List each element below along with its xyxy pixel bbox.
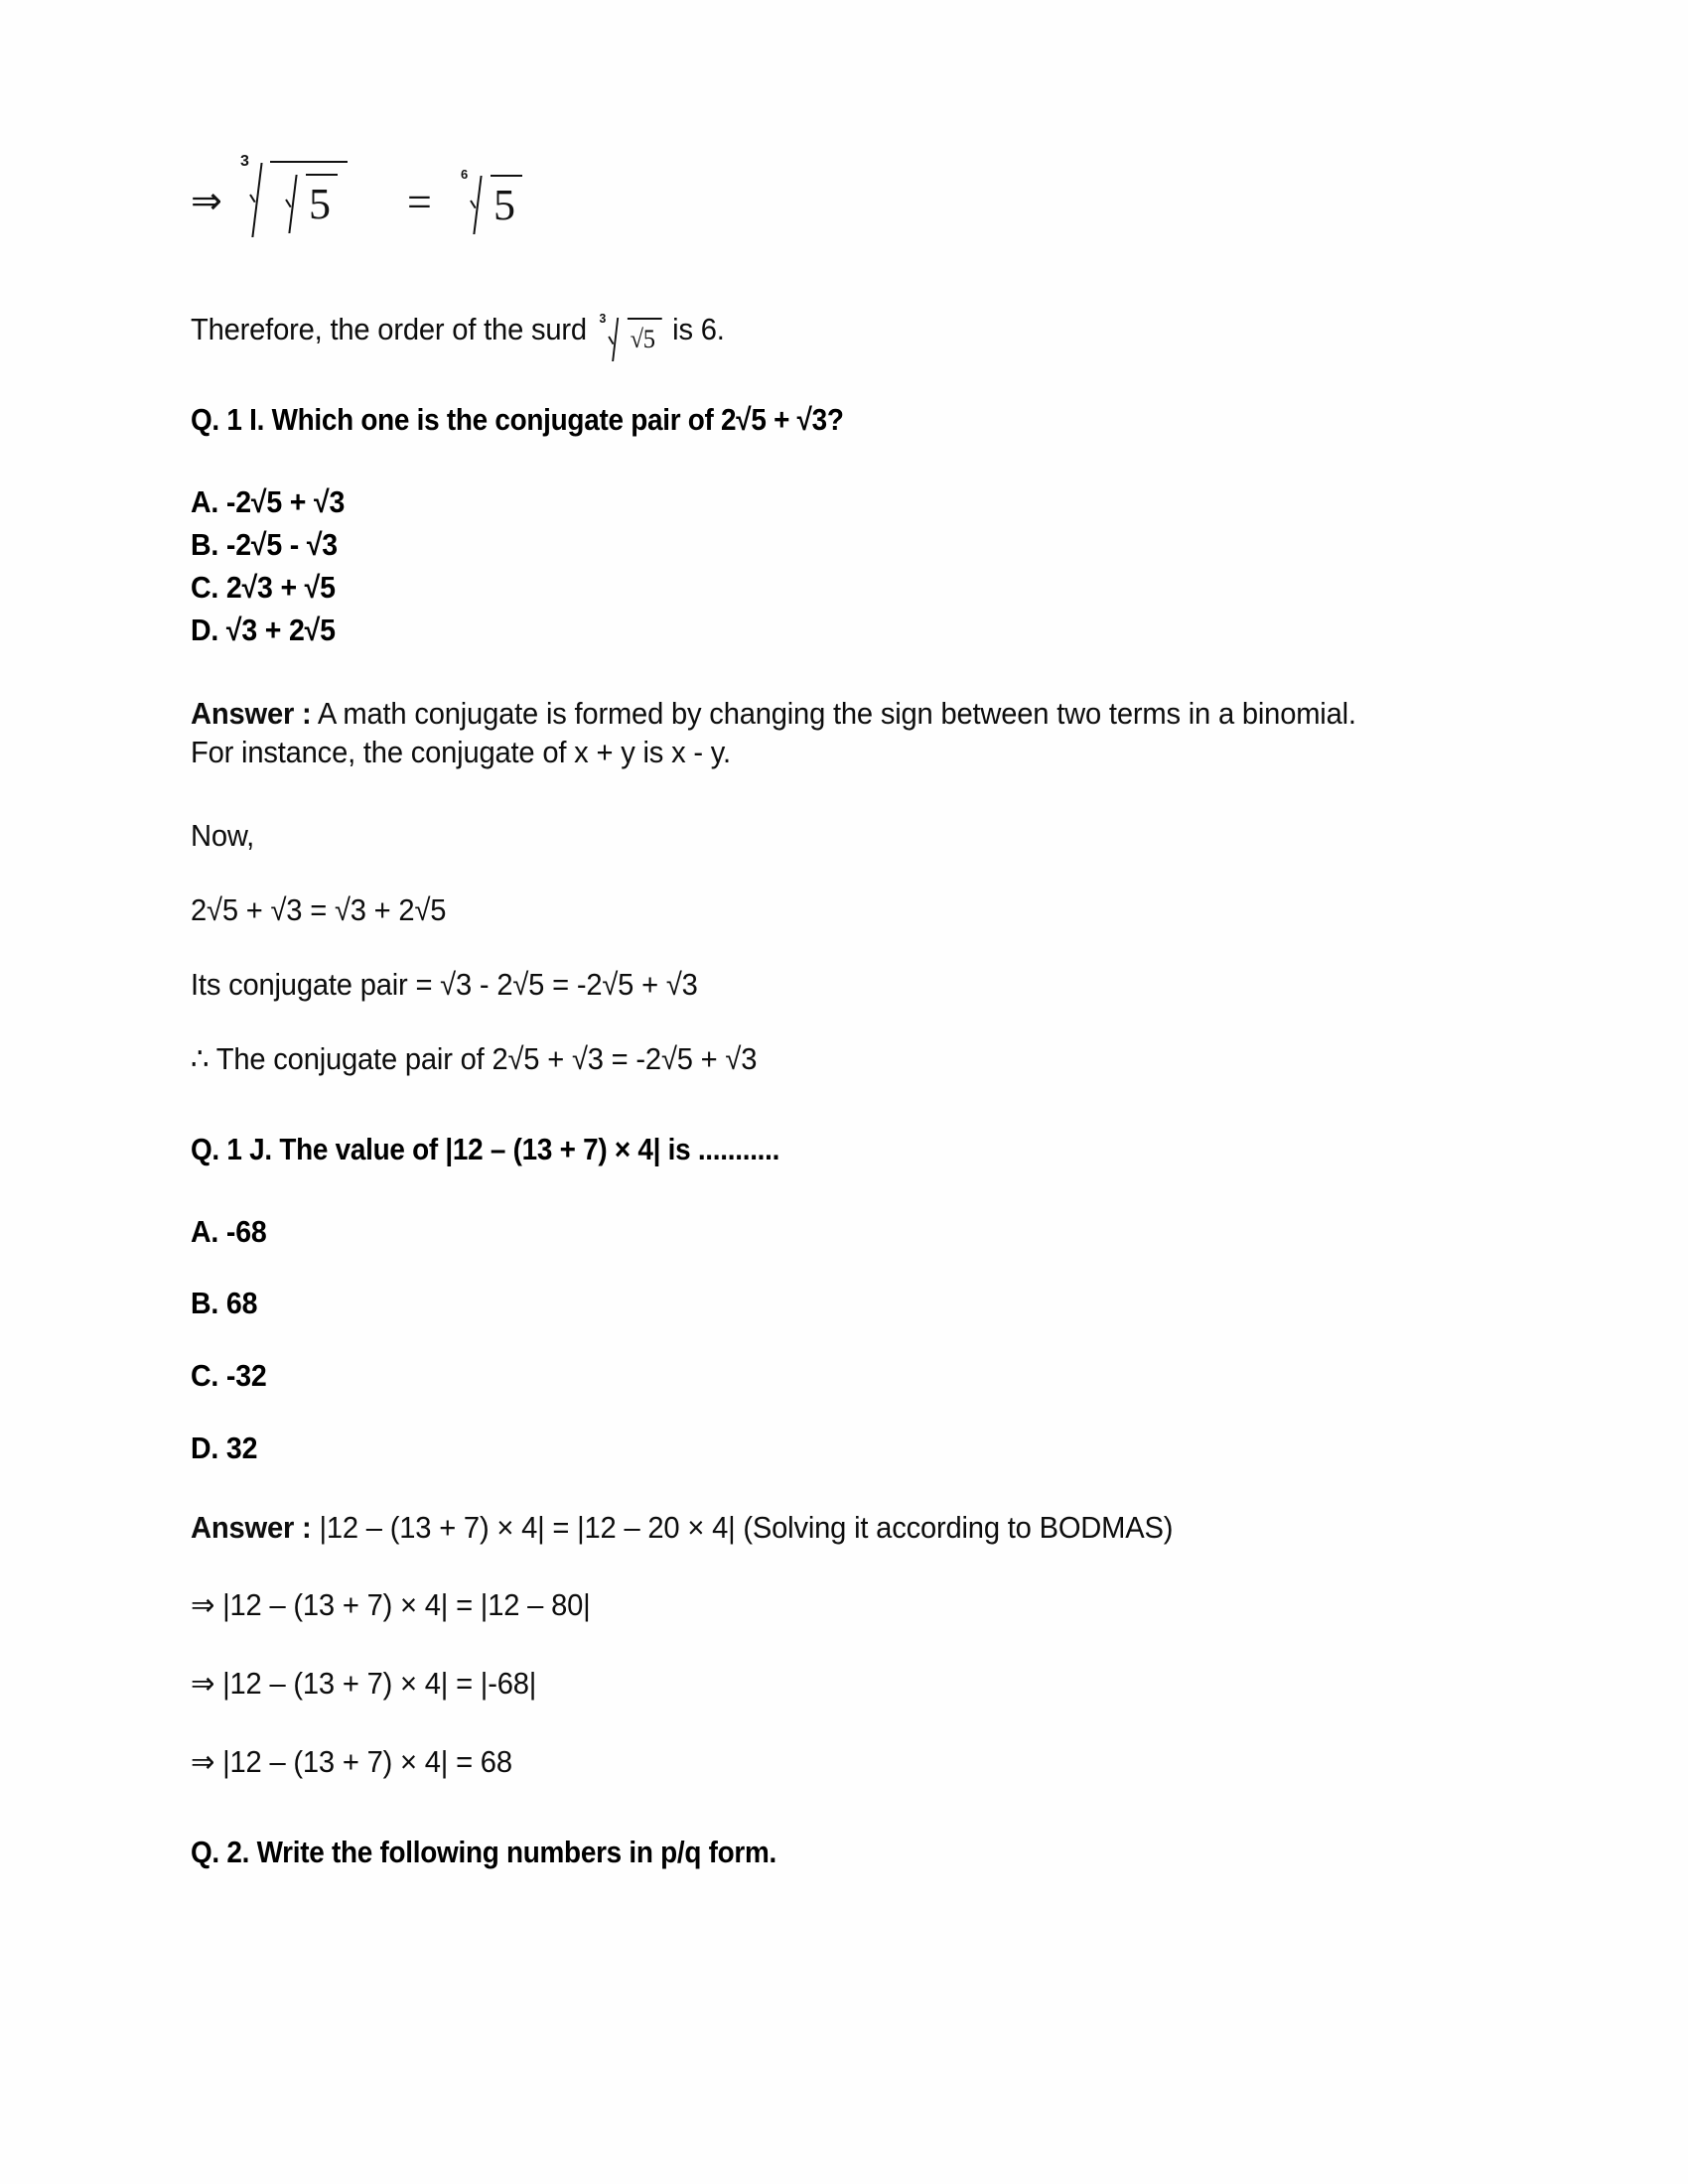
question-1i-option-a[interactable] (191, 481, 1369, 524)
option-d-value: √3 + 2√5 (225, 612, 336, 647)
question-1j-step-2: ⇒ |12 – (13 + 7) × 4| = |-68| (191, 1666, 537, 1702)
question-1i-option-d[interactable] (191, 610, 1369, 652)
question-2-heading: Q. 2. Write the following numbers in p/q form. (191, 1835, 777, 1870)
option-d-value: 32 (225, 1430, 258, 1465)
inner-radical-hook-icon (284, 170, 300, 233)
outer-radical-index: 3 (240, 153, 249, 170)
option-c-key: C. (191, 1358, 219, 1394)
outer-radical (238, 155, 348, 235)
option-b-value: -2√5 - √3 (225, 527, 338, 563)
option-c-key: C. (191, 569, 219, 605)
option-d-key: D. (191, 1430, 219, 1465)
answer-body-text: A math conjugate is formed by changing the sign between two terms in a binomial. For instance, the conjugate of x + y is x - y. (191, 696, 1356, 770)
option-a-value: -2√5 + √3 (225, 484, 346, 520)
inline-nested-surd (598, 312, 662, 358)
question-1j-option-c[interactable] (191, 1355, 1369, 1398)
inner-radicand: 5 (306, 174, 338, 231)
question-1i-step-now: Now, (191, 817, 255, 853)
option-b-key: B. (191, 527, 219, 563)
therefore-prefix: Therefore, the order of the surd (191, 312, 587, 346)
inline-outer-radicand: √5 (628, 318, 662, 358)
therefore-order-of-surd-line (191, 310, 1395, 358)
question-1i-step-rearrange: 2√5 + √3 = √3 + 2√5 (191, 891, 447, 927)
question-1j-heading: Q. 1 J. The value of |12 – (13 + 7) × 4| is ........... (191, 1131, 780, 1166)
radical-hook-icon (248, 157, 264, 237)
option-d-key: D. (191, 612, 219, 647)
answer-label: Answer : (191, 696, 312, 732)
sixth-root-hook-icon (469, 171, 485, 234)
question-1i-heading: Q. 1 I. Which one is the conjugate pair of 2√5 + √3? (191, 402, 844, 438)
question-1i-step-conclusion: ∴ The conjugate pair of 2√5 + √3 = -2√5 + √3 (191, 1040, 758, 1076)
option-c-value: -32 (225, 1358, 267, 1394)
question-1j-answer-paragraph (191, 1508, 1395, 1549)
therefore-suffix: is 6. (672, 312, 725, 346)
display-equation-nested-radical (191, 149, 1472, 240)
question-1j-option-d[interactable] (191, 1428, 1369, 1470)
inline-radical-hook-icon (607, 314, 622, 360)
sixth-root-radical (459, 169, 522, 232)
implies-arrow-icon: ⇒ (191, 181, 222, 222)
question-1i-step-conjugate: Its conjugate pair = √3 - 2√5 = -2√5 + √3 (191, 966, 698, 1002)
option-c-value: 2√3 + √5 (225, 569, 336, 605)
outer-radicand (270, 161, 348, 235)
page-bottom-whitespace (191, 1870, 1472, 1871)
option-a-value: -68 (225, 1213, 267, 1249)
answer-label: Answer : (191, 1509, 312, 1545)
option-a-key: A. (191, 484, 219, 520)
page-content (191, 149, 1472, 1871)
right-hand-side-radical (459, 169, 522, 232)
inner-radical (274, 168, 338, 231)
question-1j-step-1: ⇒ |12 – (13 + 7) × 4| = |12 – 80| (191, 1587, 591, 1623)
inline-outer-index: 3 (599, 311, 607, 326)
option-b-value: 68 (225, 1286, 258, 1321)
question-1i-option-b[interactable] (191, 524, 1369, 567)
question-1i-option-c[interactable] (191, 567, 1369, 610)
option-b-key: B. (191, 1286, 219, 1321)
question-1j-step-3: ⇒ |12 – (13 + 7) × 4| = 68 (191, 1744, 512, 1780)
question-1j-option-b[interactable] (191, 1283, 1369, 1325)
question-1j-option-a[interactable] (191, 1211, 1369, 1254)
question-1i-answer-paragraph (191, 695, 1395, 772)
nested-radical-expression (238, 155, 348, 235)
equals-sign: = (407, 178, 432, 226)
sixth-root-index: 6 (461, 167, 469, 182)
option-a-key: A. (191, 1213, 219, 1249)
sixth-root-radicand: 5 (491, 175, 522, 232)
answer-body-text: |12 – (13 + 7) × 4| = |12 – 20 × 4| (Solving it according to BODMAS) (319, 1509, 1174, 1545)
inline-outer-radical (598, 312, 662, 358)
